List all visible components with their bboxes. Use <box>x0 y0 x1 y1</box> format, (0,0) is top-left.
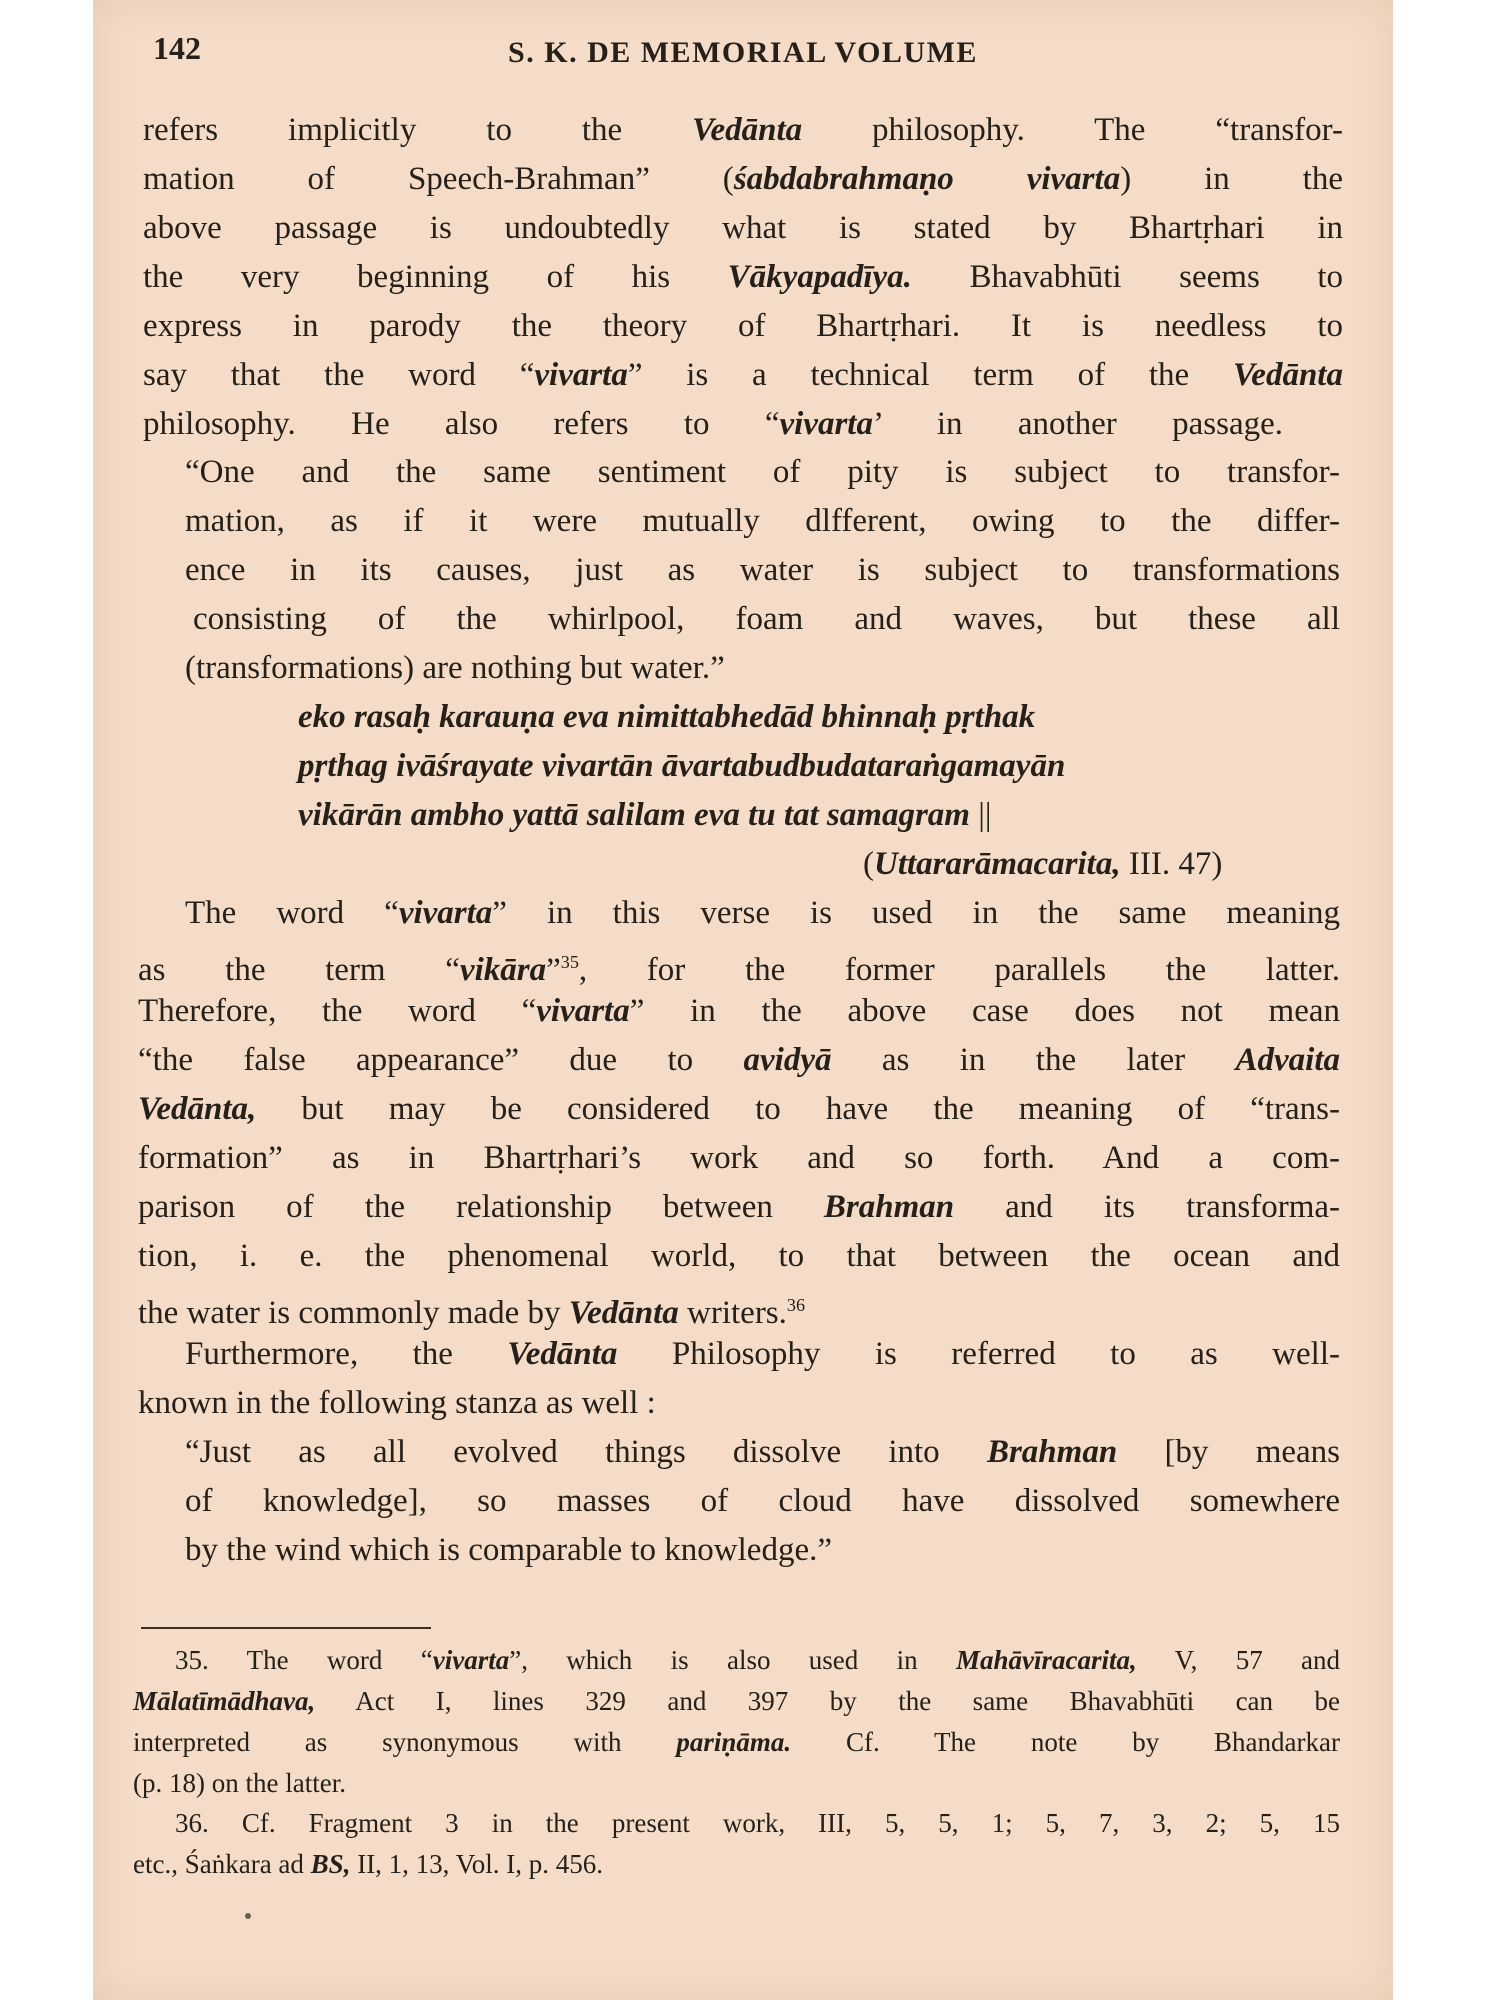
text-run: philosophy. He also refers to “ <box>143 406 780 442</box>
footnote-rule <box>141 1627 431 1629</box>
text-run: ence in its causes, just as water is subject to transformations <box>185 552 1340 588</box>
footnote-ref: 36 <box>786 1295 806 1315</box>
emphasis-text: Vākyapadīya. <box>727 259 912 295</box>
emphasis-run <box>298 797 970 833</box>
emphasis-text: vivarta <box>534 357 628 393</box>
text-run: formation” as in Bhartṛhari’s work and so forth. And a com- <box>138 1140 1340 1176</box>
text-run: II, 1, 13, Vol. I, p. 456. <box>350 1849 603 1879</box>
running-head: S. K. DE MEMORIAL VOLUME <box>508 36 978 69</box>
text-run: Act I, lines 329 and 397 by the same Bhavabhūti can be <box>315 1686 1340 1716</box>
text-run: (transformations) are nothing but water.” <box>185 650 725 686</box>
body-line <box>185 499 1340 543</box>
emphasis-run <box>534 357 627 393</box>
emphasis-run <box>1236 1042 1341 1078</box>
text-run: and its transforma- <box>954 1189 1340 1225</box>
emphasis-text: vivarta <box>398 895 493 931</box>
body-line <box>138 1087 1340 1131</box>
text-run: say that the word “ <box>143 357 535 393</box>
body-line <box>185 450 1340 494</box>
text-run: mation, as if it were mutually dlfferent, owing to the differ- <box>185 503 1340 539</box>
body-line <box>138 1381 1038 1425</box>
emphasis-text: vivarta <box>432 1645 510 1675</box>
text-run: Furthermore, the <box>185 1336 508 1372</box>
text-run: Bhavabhūti seems to <box>911 259 1343 295</box>
text-run: writers. <box>678 1295 787 1331</box>
emphasis-run <box>311 1849 351 1879</box>
body-line <box>143 353 1343 397</box>
text-run: “One and the same sentiment of pity is subject to transfor- <box>185 454 1340 490</box>
text-run: parison of the relationship between <box>138 1189 824 1225</box>
body-line <box>185 1479 1340 1523</box>
body-line <box>185 1332 1340 1376</box>
footnote-line <box>175 1640 1340 1680</box>
body-line <box>298 744 1298 788</box>
body-line <box>143 304 1343 348</box>
body-line <box>138 1038 1340 1082</box>
text-run: III. 47) <box>1120 846 1223 882</box>
emphasis-text: Vedānta <box>507 1336 618 1372</box>
emphasis-run <box>956 1645 1137 1675</box>
text-run: consisting of the whirlpool, foam and waves, but these all <box>193 601 1340 637</box>
body-line <box>193 597 1340 641</box>
emphasis-run <box>133 1686 315 1716</box>
emphasis-run <box>138 1091 256 1127</box>
text-run: ( <box>863 846 874 882</box>
emphasis-text: Brahman <box>823 1189 955 1225</box>
emphasis-text: Mahāvīracarita, <box>955 1645 1137 1675</box>
text-run: express in parody the theory of Bhartṛhari. It is needless to <box>143 308 1343 344</box>
emphasis-text: vikāra <box>459 952 547 988</box>
emphasis-text: Brahman <box>986 1434 1118 1470</box>
text-run: refers implicitly to the <box>143 112 693 148</box>
text-run: V, 57 and <box>1136 1645 1341 1675</box>
body-line <box>863 842 1338 886</box>
text-run: Cf. The note by Bhandarkar <box>791 1727 1340 1757</box>
emphasis-text: Vedānta <box>568 1295 679 1331</box>
text-run: ” in this verse is used in the same meaning <box>492 895 1340 931</box>
footnote-line <box>133 1763 833 1803</box>
body-line <box>138 1283 1038 1335</box>
emphasis-text: eko rasaḥ karauṇa eva nimittabhedād bhinnaḥ pṛthak <box>298 699 1036 735</box>
text-run: interpreted as synonymous with <box>133 1727 677 1757</box>
footnote-line <box>133 1681 1340 1721</box>
emphasis-text: vivarta <box>536 993 630 1029</box>
emphasis-run <box>569 1295 679 1331</box>
body-line <box>138 989 1340 1033</box>
text-run: ” is a technical term of the <box>627 357 1233 393</box>
text-run: above passage is undoubtedly what is stated by Bhartṛhari in <box>143 210 1343 246</box>
emphasis-run <box>298 748 1065 784</box>
text-run: philosophy. The “transfor- <box>802 112 1343 148</box>
footnote-line <box>175 1803 1340 1843</box>
emphasis-text: vivarta <box>779 406 873 442</box>
text-run: but may be considered to have the meaning of “trans- <box>256 1091 1340 1127</box>
emphasis-run <box>1233 357 1343 393</box>
emphasis-run <box>536 993 629 1029</box>
text-run: ’ in another passage. <box>872 406 1283 442</box>
emphasis-run <box>433 1645 509 1675</box>
text-run: ”, which is also used in <box>509 1645 956 1675</box>
emphasis-text: pṛthag ivāśrayate vivartān āvartabudbudataraṅgamayān <box>298 748 1066 784</box>
emphasis-run <box>460 952 546 988</box>
emphasis-text: Vedānta <box>692 112 803 148</box>
body-line <box>143 255 1343 299</box>
body-line <box>185 1528 1185 1572</box>
text-run: known in the following stanza as well : <box>138 1385 656 1421</box>
emphasis-text: Vedānta <box>1232 357 1343 393</box>
body-line <box>143 206 1343 250</box>
text-run: Philosophy is referred to as well- <box>617 1336 1340 1372</box>
emphasis-run <box>874 846 1121 882</box>
body-line <box>185 1430 1340 1474</box>
text-run: tion, i. e. the phenomenal world, to that between the ocean and <box>138 1238 1340 1274</box>
text-run: || <box>969 797 992 833</box>
body-line <box>143 108 1343 152</box>
text-run: “Just as all evolved things dissolve into <box>185 1434 987 1470</box>
emphasis-run <box>692 112 802 148</box>
text-run: ” <box>546 952 561 988</box>
text-run: of knowledge], so masses of cloud have dissolved somewhere <box>185 1483 1340 1519</box>
text-run: etc., Śaṅkara ad <box>133 1849 311 1879</box>
emphasis-run <box>744 1042 832 1078</box>
text-run: , for the former parallels the latter. <box>578 952 1340 988</box>
emphasis-run <box>779 406 872 442</box>
body-line <box>138 1234 1340 1278</box>
emphasis-text: BS, <box>310 1849 351 1879</box>
body-line <box>185 646 1085 690</box>
text-run: the water is commonly made by <box>138 1295 569 1331</box>
text-run: by the wind which is comparable to knowledge.” <box>185 1532 832 1568</box>
text-run: 36. Cf. Fragment 3 in the present work, III, 5, 5, 1; 5, 7, 3, 2; 5, 15 <box>175 1808 1340 1838</box>
emphasis-text: vikārān ambho yattā salilam eva tu tat samagram <box>298 797 970 833</box>
emphasis-run <box>824 1189 954 1225</box>
emphasis-text: śabdabrahmaṇo vivarta <box>733 161 1121 197</box>
text-run: Therefore, the word “ <box>138 993 537 1029</box>
text-run: “the false appearance” due to <box>138 1042 744 1078</box>
footnote-line <box>133 1844 1033 1884</box>
page-header <box>93 22 1393 82</box>
text-run: (p. 18) on the latter. <box>133 1768 346 1798</box>
emphasis-run <box>298 699 1035 735</box>
emphasis-text: Advaita <box>1235 1042 1340 1078</box>
emphasis-run <box>734 161 1120 197</box>
speck <box>245 1913 251 1919</box>
emphasis-text: pariṇāma. <box>676 1727 792 1757</box>
footnote-ref: 35 <box>560 952 579 972</box>
body-line <box>185 548 1340 592</box>
footnote-line <box>133 1722 1340 1762</box>
text-run: ) in the <box>1120 161 1343 197</box>
text-run: 35. The word “ <box>175 1645 433 1675</box>
text-run: the very beginning of his <box>143 259 728 295</box>
body-line <box>138 940 1340 992</box>
emphasis-run <box>987 1434 1117 1470</box>
body-line <box>143 157 1343 201</box>
text-run: mation of Speech-Brahman” ( <box>143 161 734 197</box>
emphasis-text: Vedānta, <box>138 1091 257 1127</box>
text-run: as in the later <box>831 1042 1236 1078</box>
text-run: [by means <box>1117 1434 1341 1470</box>
text-run: ” in the above case does not mean <box>629 993 1341 1029</box>
body-line <box>138 1136 1340 1180</box>
text-run: as the term “ <box>138 952 460 988</box>
body-line <box>138 1185 1340 1229</box>
body-line <box>185 891 1340 935</box>
page-number: 142 <box>153 30 201 66</box>
body-line <box>298 793 1298 837</box>
emphasis-text: avidyā <box>743 1042 832 1078</box>
body-line <box>143 402 1283 446</box>
book-page <box>93 0 1393 2000</box>
emphasis-run <box>399 895 492 931</box>
emphasis-text: Uttararāmacarita, <box>874 846 1121 882</box>
text-run: The word “ <box>185 895 399 931</box>
emphasis-text: Mālatīmādhava, <box>133 1686 316 1716</box>
emphasis-run <box>676 1727 791 1757</box>
emphasis-run <box>507 1336 617 1372</box>
emphasis-run <box>728 259 912 295</box>
body-line <box>298 695 1298 739</box>
